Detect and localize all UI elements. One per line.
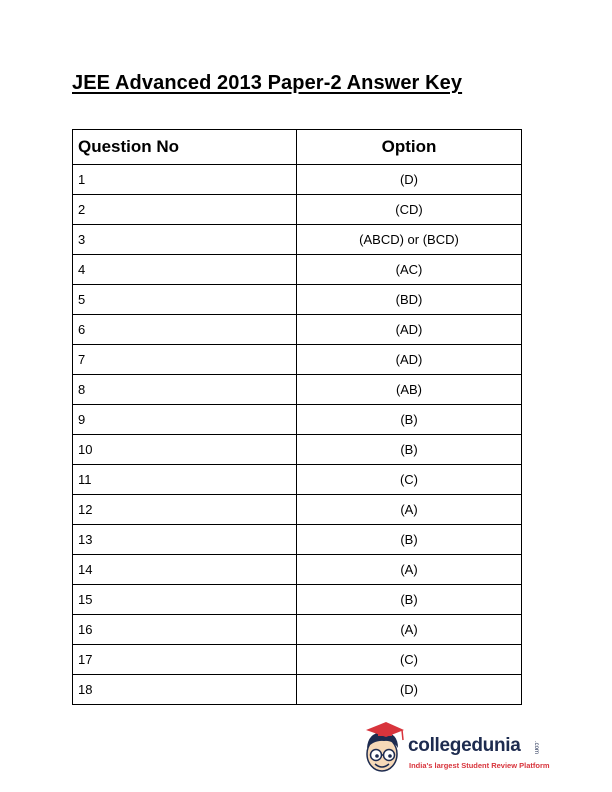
question-number: 10 (73, 435, 297, 465)
brand-tagline: India's largest Student Review Platform (409, 761, 550, 770)
answer-option: (D) (297, 165, 522, 195)
question-number: 4 (73, 255, 297, 285)
table-header-row (73, 130, 522, 165)
question-number: 3 (73, 225, 297, 255)
question-number: 1 (73, 165, 297, 195)
answer-option: (CD) (297, 195, 522, 225)
table-row (73, 465, 522, 495)
question-number: 18 (73, 675, 297, 705)
brand-name: collegedunia (408, 735, 521, 756)
header-question-no: Question No (73, 130, 297, 165)
header-option: Option (297, 130, 522, 165)
answer-option: (BD) (297, 285, 522, 315)
answer-option: (AD) (297, 345, 522, 375)
answer-option: (A) (297, 495, 522, 525)
question-number: 6 (73, 315, 297, 345)
answer-option: (B) (297, 525, 522, 555)
table-row (73, 195, 522, 225)
table-row (73, 255, 522, 285)
table-row (73, 645, 522, 675)
answer-option: (B) (297, 585, 522, 615)
answer-option: (AB) (297, 375, 522, 405)
answer-option: (B) (297, 435, 522, 465)
table-row (73, 555, 522, 585)
answer-option: (A) (297, 555, 522, 585)
table-row (73, 285, 522, 315)
question-number: 8 (73, 375, 297, 405)
question-number: 17 (73, 645, 297, 675)
table-row (73, 675, 522, 705)
answer-option: (AD) (297, 315, 522, 345)
question-number: 13 (73, 525, 297, 555)
answer-option: (B) (297, 405, 522, 435)
table-row (73, 315, 522, 345)
table-row (73, 585, 522, 615)
table-row (73, 405, 522, 435)
answer-option: (AC) (297, 255, 522, 285)
answer-option: (ABCD) or (BCD) (297, 225, 522, 255)
table-row (73, 375, 522, 405)
question-number: 7 (73, 345, 297, 375)
question-number: 11 (73, 465, 297, 495)
page-title: JEE Advanced 2013 Paper-2 Answer Key (72, 72, 463, 94)
question-number: 15 (73, 585, 297, 615)
table-row (73, 615, 522, 645)
question-number: 16 (73, 615, 297, 645)
table-row (73, 435, 522, 465)
answer-key-table (72, 129, 522, 705)
question-number: 9 (73, 405, 297, 435)
question-number: 5 (73, 285, 297, 315)
question-number: 14 (73, 555, 297, 585)
table-row (73, 525, 522, 555)
answer-option: (D) (297, 675, 522, 705)
table-row (73, 225, 522, 255)
answer-option: (C) (297, 465, 522, 495)
answer-option: (A) (297, 615, 522, 645)
table-row (73, 345, 522, 375)
table-row (73, 495, 522, 525)
question-number: 2 (73, 195, 297, 225)
question-number: 12 (73, 495, 297, 525)
table-row (73, 165, 522, 195)
answer-option: (C) (297, 645, 522, 675)
student-mascot-icon (360, 718, 410, 776)
brand-tld: .com (533, 741, 539, 755)
